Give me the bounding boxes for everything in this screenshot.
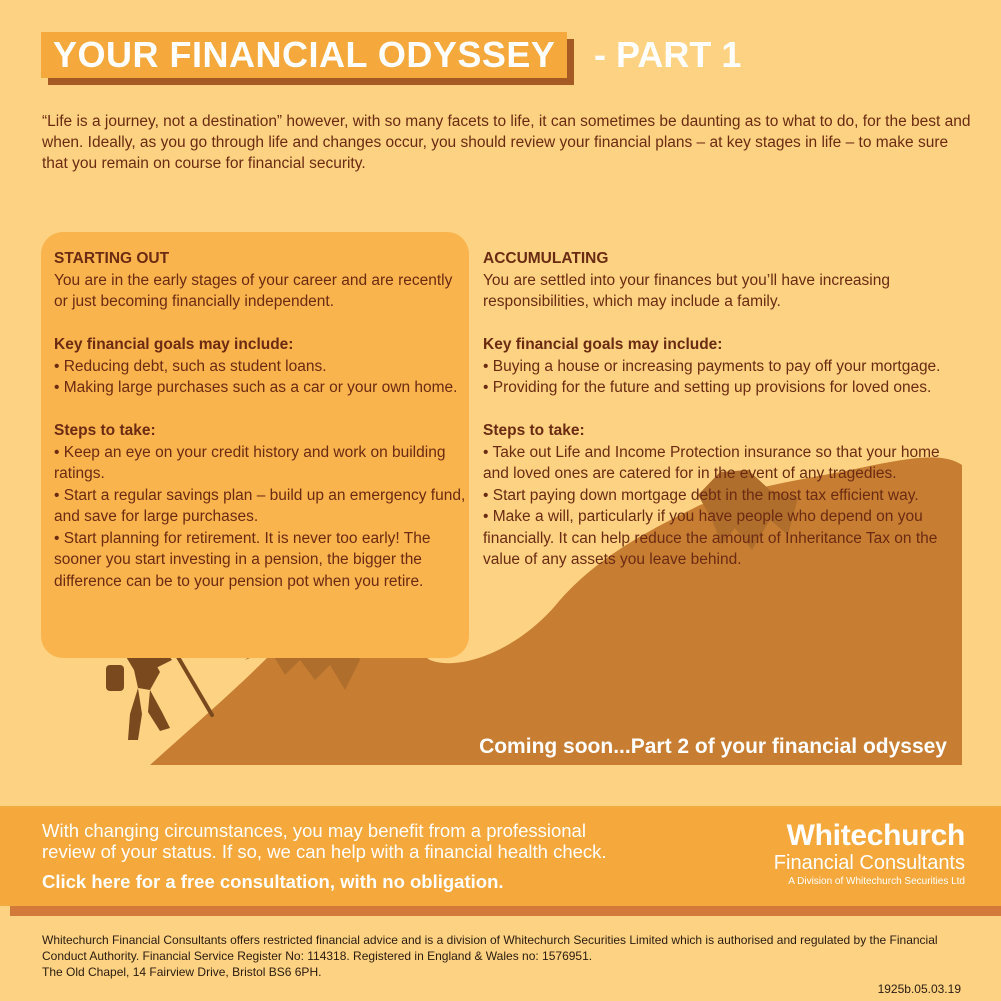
accumulating-step-item: • Make a will, particularly if you have people who depend on you financially. It can help reduce the amount of Inheritance Tax on the value of any assets you leave behind. — [483, 508, 938, 568]
starting-out-step-item: • Start planning for retirement. It is never too early! The sooner you start investing in a pension, the bigger the difference can be to your pension pot when you retire. — [54, 529, 431, 590]
starting-out-heading: STARTING OUT — [54, 250, 170, 267]
starting-out-goal-item: • Making large purchases such as a car or your own home. — [54, 379, 458, 396]
accumulating-steps-heading: Steps to take: — [483, 422, 585, 439]
accumulating-goals-heading: Key financial goals may include: — [483, 336, 723, 353]
starting-out-section — [54, 248, 466, 592]
accumulating-goal-item: • Providing for the future and setting up provisions for loved ones. — [483, 379, 932, 396]
starting-out-description: You are in the early stages of your career and are recently or just becoming financially independent. — [54, 271, 453, 310]
banner-text-line: With changing circumstances, you may benefit from a professional — [42, 820, 586, 841]
page-title: YOUR FINANCIAL ODYSSEY — [41, 32, 567, 78]
brand-logo — [774, 820, 965, 890]
banner-shadow — [10, 906, 1001, 916]
accumulating-step-item: • Start paying down mortgage debt in the most tax efficient way. — [483, 486, 919, 504]
free-consultation-link[interactable]: Click here for a free consultation, with no obligation. — [42, 871, 504, 892]
starting-out-step-item: • Keep an eye on your credit history and work on building ratings. — [54, 443, 446, 482]
starting-out-step-item: • Start a regular savings plan – build up an emergency fund, and save for large purchases. — [54, 486, 466, 525]
coming-soon-text: Coming soon...Part 2 of your financial odyssey — [479, 735, 947, 758]
brand-subtitle: Financial Consultants — [773, 852, 965, 874]
starting-out-goal-item: • Reducing debt, such as student loans. — [54, 357, 327, 375]
reference-code: 1925b.05.03.19 — [877, 982, 961, 996]
footer-address: The Old Chapel, 14 Fairview Drive, Bristol BS6 6PH. — [42, 965, 322, 979]
footer-line: Whitechurch Financial Consultants offers restricted financial advice and is a division of Whitechurch Securities Limited which is authorised and regulated by the Financial Conduct Authority. Financial Service Register No: 114318. Registered in England & Wales no: 1576951. — [42, 933, 938, 963]
starting-out-steps-heading: Steps to take: — [54, 422, 156, 439]
accumulating-description: You are settled into your finances but you’ll have increasing responsibilities, which may include a family. — [483, 271, 890, 310]
brand-name: Whitechurch — [786, 819, 965, 852]
page-title-part: - PART 1 — [594, 34, 742, 75]
footer-disclaimer — [42, 932, 972, 980]
accumulating-goal-item: • Buying a house or increasing payments to pay off your mortgage. — [483, 357, 941, 375]
accumulating-heading: ACCUMULATING — [483, 250, 609, 267]
brand-division: A Division of Whitechurch Securities Ltd — [788, 876, 965, 887]
starting-out-goals-heading: Key financial goals may include: — [54, 336, 294, 353]
banner-text — [42, 820, 682, 862]
intro-paragraph: “Life is a journey, not a destination” however, with so many facets to life, it can sometimes be daunting as to what to do, for the best and when. Ideally, as you go through life and changes occur, you should review your financial plans – at key stages in life – to make sure that you remain on course for financial security. — [42, 113, 971, 172]
accumulating-step-item: • Take out Life and Income Protection insurance so that your home and loved ones are catered for in the event of any tragedies. — [483, 443, 940, 482]
banner-text-line: review of your status. If so, we can help with a financial health check. — [42, 841, 607, 862]
accumulating-section — [483, 248, 963, 571]
